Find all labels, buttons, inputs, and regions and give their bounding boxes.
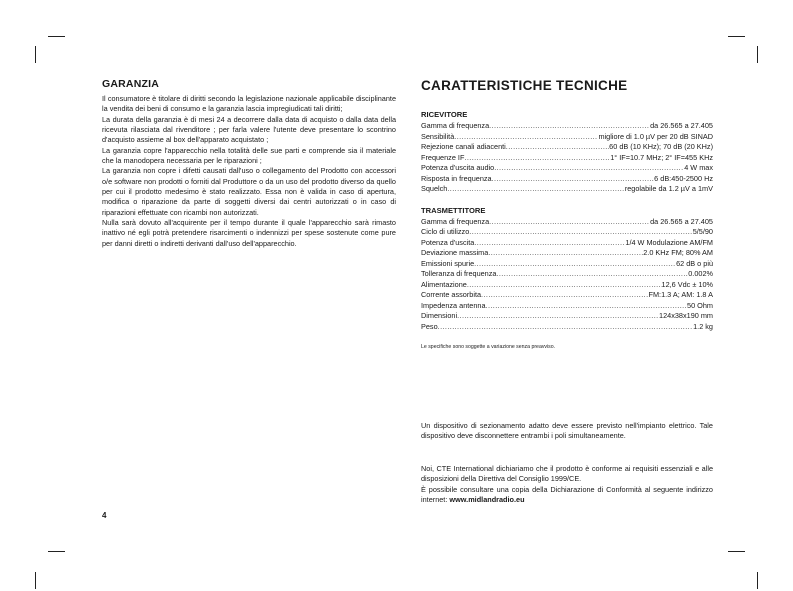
spec-row [421,238,713,249]
dot-leader [486,301,688,312]
warranty-paragraph: La durata della garanzia è di mesi 24 a decorrere dalla data di acquisto o dalla data della ricevuta rilasciata dal rivenditore ; per farla valere l'utente deve presentare lo scontrino d'acquisto assieme al box dell'apparato acquistato ; [102,114,396,145]
spec-label: Frequenze IF [421,152,465,162]
warranty-paragraph: Il consumatore è titolare di diritti secondo la legislazione nazionale applicabile disciplinante la vendita dei beni di consumo e la garanzia lascia impregiudicati tali diritti; [102,94,396,114]
dot-leader [489,217,650,228]
crop-mark [35,46,36,63]
receiver-block [421,110,713,195]
spec-value: 6 dB:450-2500 Hz [654,173,713,183]
warranty-paragraph: La garanzia non copre i difetti causati dall'uso o collegamento del Prodotto con accessori o/e software non prodotti o forniti dal Produttore o da un uso del prodotto diverso da quello per cui il prodotto medesimo è stato realizzato. Essa non è valida in caso di apertura, modifica o riparazione da parte di soggetti diversi dai centri autorizzati o in caso di riparazioni effettuate con ricambi non autorizzati. [102,166,396,217]
dot-leader [467,280,662,291]
dot-leader [492,174,655,185]
spec-label: Emissioni spurie [421,258,475,268]
spec-label: Deviazione massima [421,248,489,257]
spec-label: Ciclo di utilizzo [421,227,470,236]
spec-label: Tolleranza di frequenza [421,269,497,278]
crop-mark [757,46,758,63]
spec-row [421,142,713,153]
dot-leader [488,248,643,259]
crop-mark [728,36,745,37]
declaration-text [421,464,713,506]
dot-leader [506,142,609,153]
specs-section [421,78,713,350]
dot-leader [464,153,610,164]
spec-value: da 26.565 a 27.405 [650,121,713,130]
dot-leader [447,184,624,195]
dot-leader [469,227,692,238]
warranty-title: GARANZIA [102,78,160,90]
spec-value: 1.2 kg [693,321,713,331]
spec-value: regolabile da 1.2 µV a 1mV [624,184,713,193]
transmitter-block [421,206,713,333]
spec-value: da 26.565 a 27.405 [650,216,713,226]
spec-row [421,280,713,291]
dot-leader [496,269,688,280]
spec-row [421,290,713,301]
spec-row [421,301,713,312]
dot-leader [457,311,659,322]
website-link[interactable]: www.midlandradio.eu [449,495,525,505]
crop-mark [728,551,745,552]
compliance-section [421,421,713,442]
spec-row [421,248,713,259]
spec-label: Corrente assorbita [421,290,482,299]
declaration-line2: È possibile consultare una copia della Dichiarazione di Conformità al seguente indirizzo internet: [421,484,713,505]
spec-row [421,153,713,164]
spec-value: 4 W max [684,163,713,172]
spec-value: 2.0 KHz FM; 80% AM [643,248,713,257]
spec-label: Squelch [421,184,448,193]
spec-row [421,132,713,143]
dot-leader [438,322,693,333]
receiver-spec-list [421,121,713,195]
spec-value: 12,6 Vdc ± 10% [661,279,713,289]
spec-label: Impedenza antenna [421,300,486,310]
spec-value: 50 Ohm [687,300,713,310]
declaration-section [421,464,713,506]
spec-row [421,174,713,185]
spec-row [421,184,713,195]
transmitter-spec-list [421,217,713,333]
dot-leader [494,163,684,174]
warranty-paragraph: La garanzia copre l'apparecchio nella totalità delle sue parti e comprende sia il materiale che la manodopera necessaria per le riparazioni ; [102,145,396,166]
spec-label: Risposta in frequenza [421,173,492,183]
spec-value: migliore di 1.0 µV per 20 dB SINAD [598,131,713,141]
spec-value: 62 dB o più [676,258,713,268]
warranty-body [102,94,396,249]
spec-label: Dimensioni [421,311,458,320]
spec-row [421,269,713,280]
spec-label: Gamma di frequenza [421,121,490,130]
compliance-text: Un dispositivo di sezionamento adatto deve essere previsto nell'impianto elettrico. Tale dispositivo deve disconnettere entrambi i poli simultaneamente. [421,421,713,441]
spec-row [421,163,713,174]
spec-label: Rejezione canali adiacenti [421,142,506,151]
specs-note: Le specifiche sono soggette a variazione senza preavviso. [421,344,556,350]
crop-mark [48,551,65,552]
spec-value: 1/4 W Modulazione AM/FM [625,237,713,247]
dot-leader [481,290,648,301]
dot-leader [489,121,650,132]
transmitter-title: TRASMETTITORE [421,205,486,215]
declaration-line1: Noi, CTE International dichiariamo che il prodotto è conforme ai requisiti essenziali e alle disposizioni della Direttiva del Consiglio 1999/CE. [421,464,713,484]
spec-value: 124x38x190 mm [659,311,713,320]
crop-mark [48,36,65,37]
warranty-section [102,78,396,249]
spec-label: Peso [421,321,438,331]
spec-row [421,227,713,238]
spec-row [421,121,713,132]
spec-value: 1° IF=10.7 MHz; 2° IF=455 KHz [610,152,713,162]
spec-value: FM:1.3 A; AM: 1.8 A [648,290,713,299]
spec-row [421,322,713,333]
dot-leader [474,259,676,270]
spec-label: Alimentazione [421,279,467,289]
spec-label: Sensibilità [421,131,455,141]
spec-label: Potenza d'uscita audio [421,163,495,172]
spec-value: 60 dB (10 KHz); 70 dB (20 KHz) [609,142,713,151]
spec-label: Gamma di frequenza [421,216,490,226]
spec-label: Potenza d'uscita [421,237,475,247]
spec-row [421,311,713,322]
warranty-paragraph: Nulla sarà dovuto all'acquirente per il tempo durante il quale l'apparecchio sarà rimasto inattivo né egli potrà pretendere risarcimenti o indennizzi per spese sostenute come pure per danni diretti o indiretti derivanti dall'uso dell'apparecchio. [102,218,396,248]
spec-row [421,217,713,228]
dot-leader [454,132,598,143]
dot-leader [474,238,625,249]
page-number: 4 [102,511,107,520]
crop-mark [757,572,758,589]
specs-title: CARATTERISTICHE TECNICHE [421,78,628,93]
crop-mark [35,572,36,589]
spec-value: 5/5/90 [692,227,713,236]
receiver-title: RICEVITORE [421,110,468,119]
spec-value: 0.002% [688,269,713,278]
spec-row [421,259,713,270]
